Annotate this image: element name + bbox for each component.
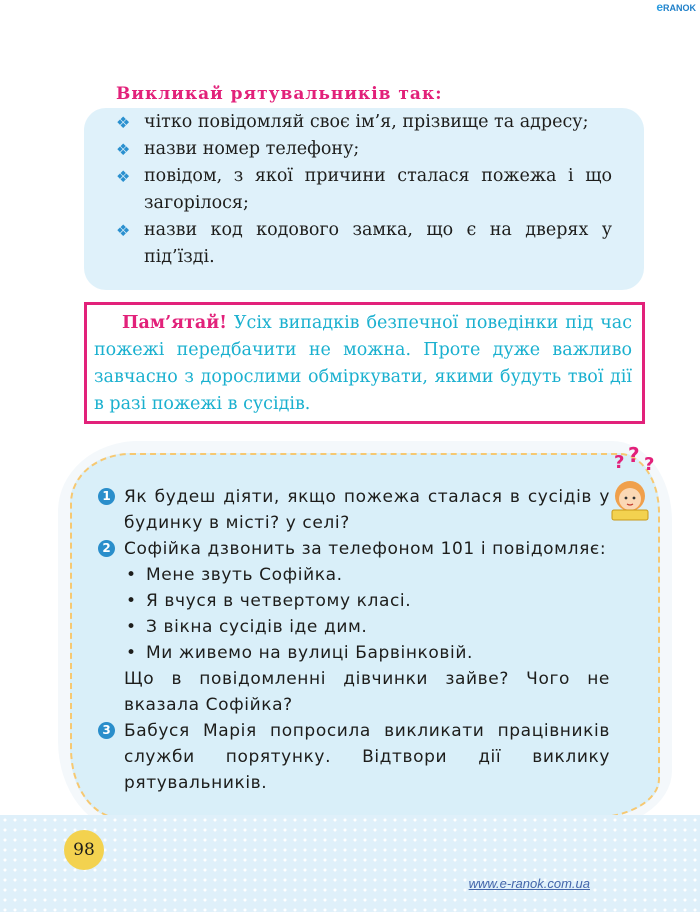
questions-list xyxy=(98,484,610,796)
footer-band xyxy=(0,815,700,912)
svg-text:?: ? xyxy=(614,452,625,473)
question-1 xyxy=(98,484,610,536)
site-url-link[interactable]: www.e-ranok.com.ua xyxy=(468,876,590,891)
rules-item xyxy=(116,163,612,217)
diamond-bullet-icon: ❖ xyxy=(116,167,131,186)
diamond-bullet-icon: ❖ xyxy=(116,221,131,240)
list-item: • Ми живемо на вулиці Барвінковій. xyxy=(124,640,610,666)
rules-item-text: назви номер телефону; xyxy=(144,139,360,159)
svg-text:?: ? xyxy=(628,446,640,467)
rules-title: Викликай рятувальників так: xyxy=(116,84,443,104)
question-3-text: Бабуся Марія попросила викликати працівників служби порятунку. Відтвори дії виклику рятувальників. xyxy=(124,721,610,793)
publisher-logo: eRANOK xyxy=(656,0,696,14)
remember-text xyxy=(94,310,632,418)
rules-list xyxy=(116,109,612,271)
question-number-badge: 2 xyxy=(98,540,115,557)
question-1-text: Як будеш діяти, якщо пожежа сталася в сусідів у будинку в місті? у селі? xyxy=(124,487,610,533)
dot-bullet-icon: • xyxy=(126,565,137,585)
list-item: • З вікна сусідів іде дим. xyxy=(124,614,610,640)
rules-item-text: назви код кодового замка, що є на дверях у під’їзді. xyxy=(144,220,612,267)
dot-bullet-icon: • xyxy=(126,591,137,611)
question-2-intro: Софійка дзвонить за телефоном 101 і повідомляє: xyxy=(124,539,607,559)
question-number-badge: 3 xyxy=(98,722,115,739)
page-number: 98 xyxy=(64,830,104,870)
rules-item xyxy=(116,109,612,136)
rules-item xyxy=(116,136,612,163)
rules-item-text: повідом, з якої причини сталася пожежа і що загорілося; xyxy=(144,166,612,213)
rules-item-text: чітко повідомляй своє ім’я, прізвище та адресу; xyxy=(144,112,589,132)
question-2-follow: Що в повідомленні дівчинки зайве? Чого не вказала Софійка? xyxy=(124,669,610,715)
dot-bullet-icon: • xyxy=(126,617,137,637)
publisher-logo-text: RANOK xyxy=(663,3,696,13)
svg-text:?: ? xyxy=(644,454,655,475)
question-number-badge: 1 xyxy=(98,488,115,505)
question-2-points xyxy=(124,562,610,666)
remember-body: Усіх випадків безпечної поведінки під час пожежі передбачити не можна. Проте дуже важливо завчасно з дорослими обміркувати, якими будуть твої дії в разі пожежі в сусідів. xyxy=(94,313,632,414)
question-2 xyxy=(98,536,610,718)
rules-item xyxy=(116,217,612,271)
list-item: • Мене звуть Софійка. xyxy=(124,562,610,588)
remember-lead: Пам’ятай! xyxy=(122,313,227,333)
dot-bullet-icon: • xyxy=(126,643,137,663)
diamond-bullet-icon: ❖ xyxy=(116,113,131,132)
list-item: • Я вчуся в четвертому класі. xyxy=(124,588,610,614)
diamond-bullet-icon: ❖ xyxy=(116,140,131,159)
question-3 xyxy=(98,718,610,796)
